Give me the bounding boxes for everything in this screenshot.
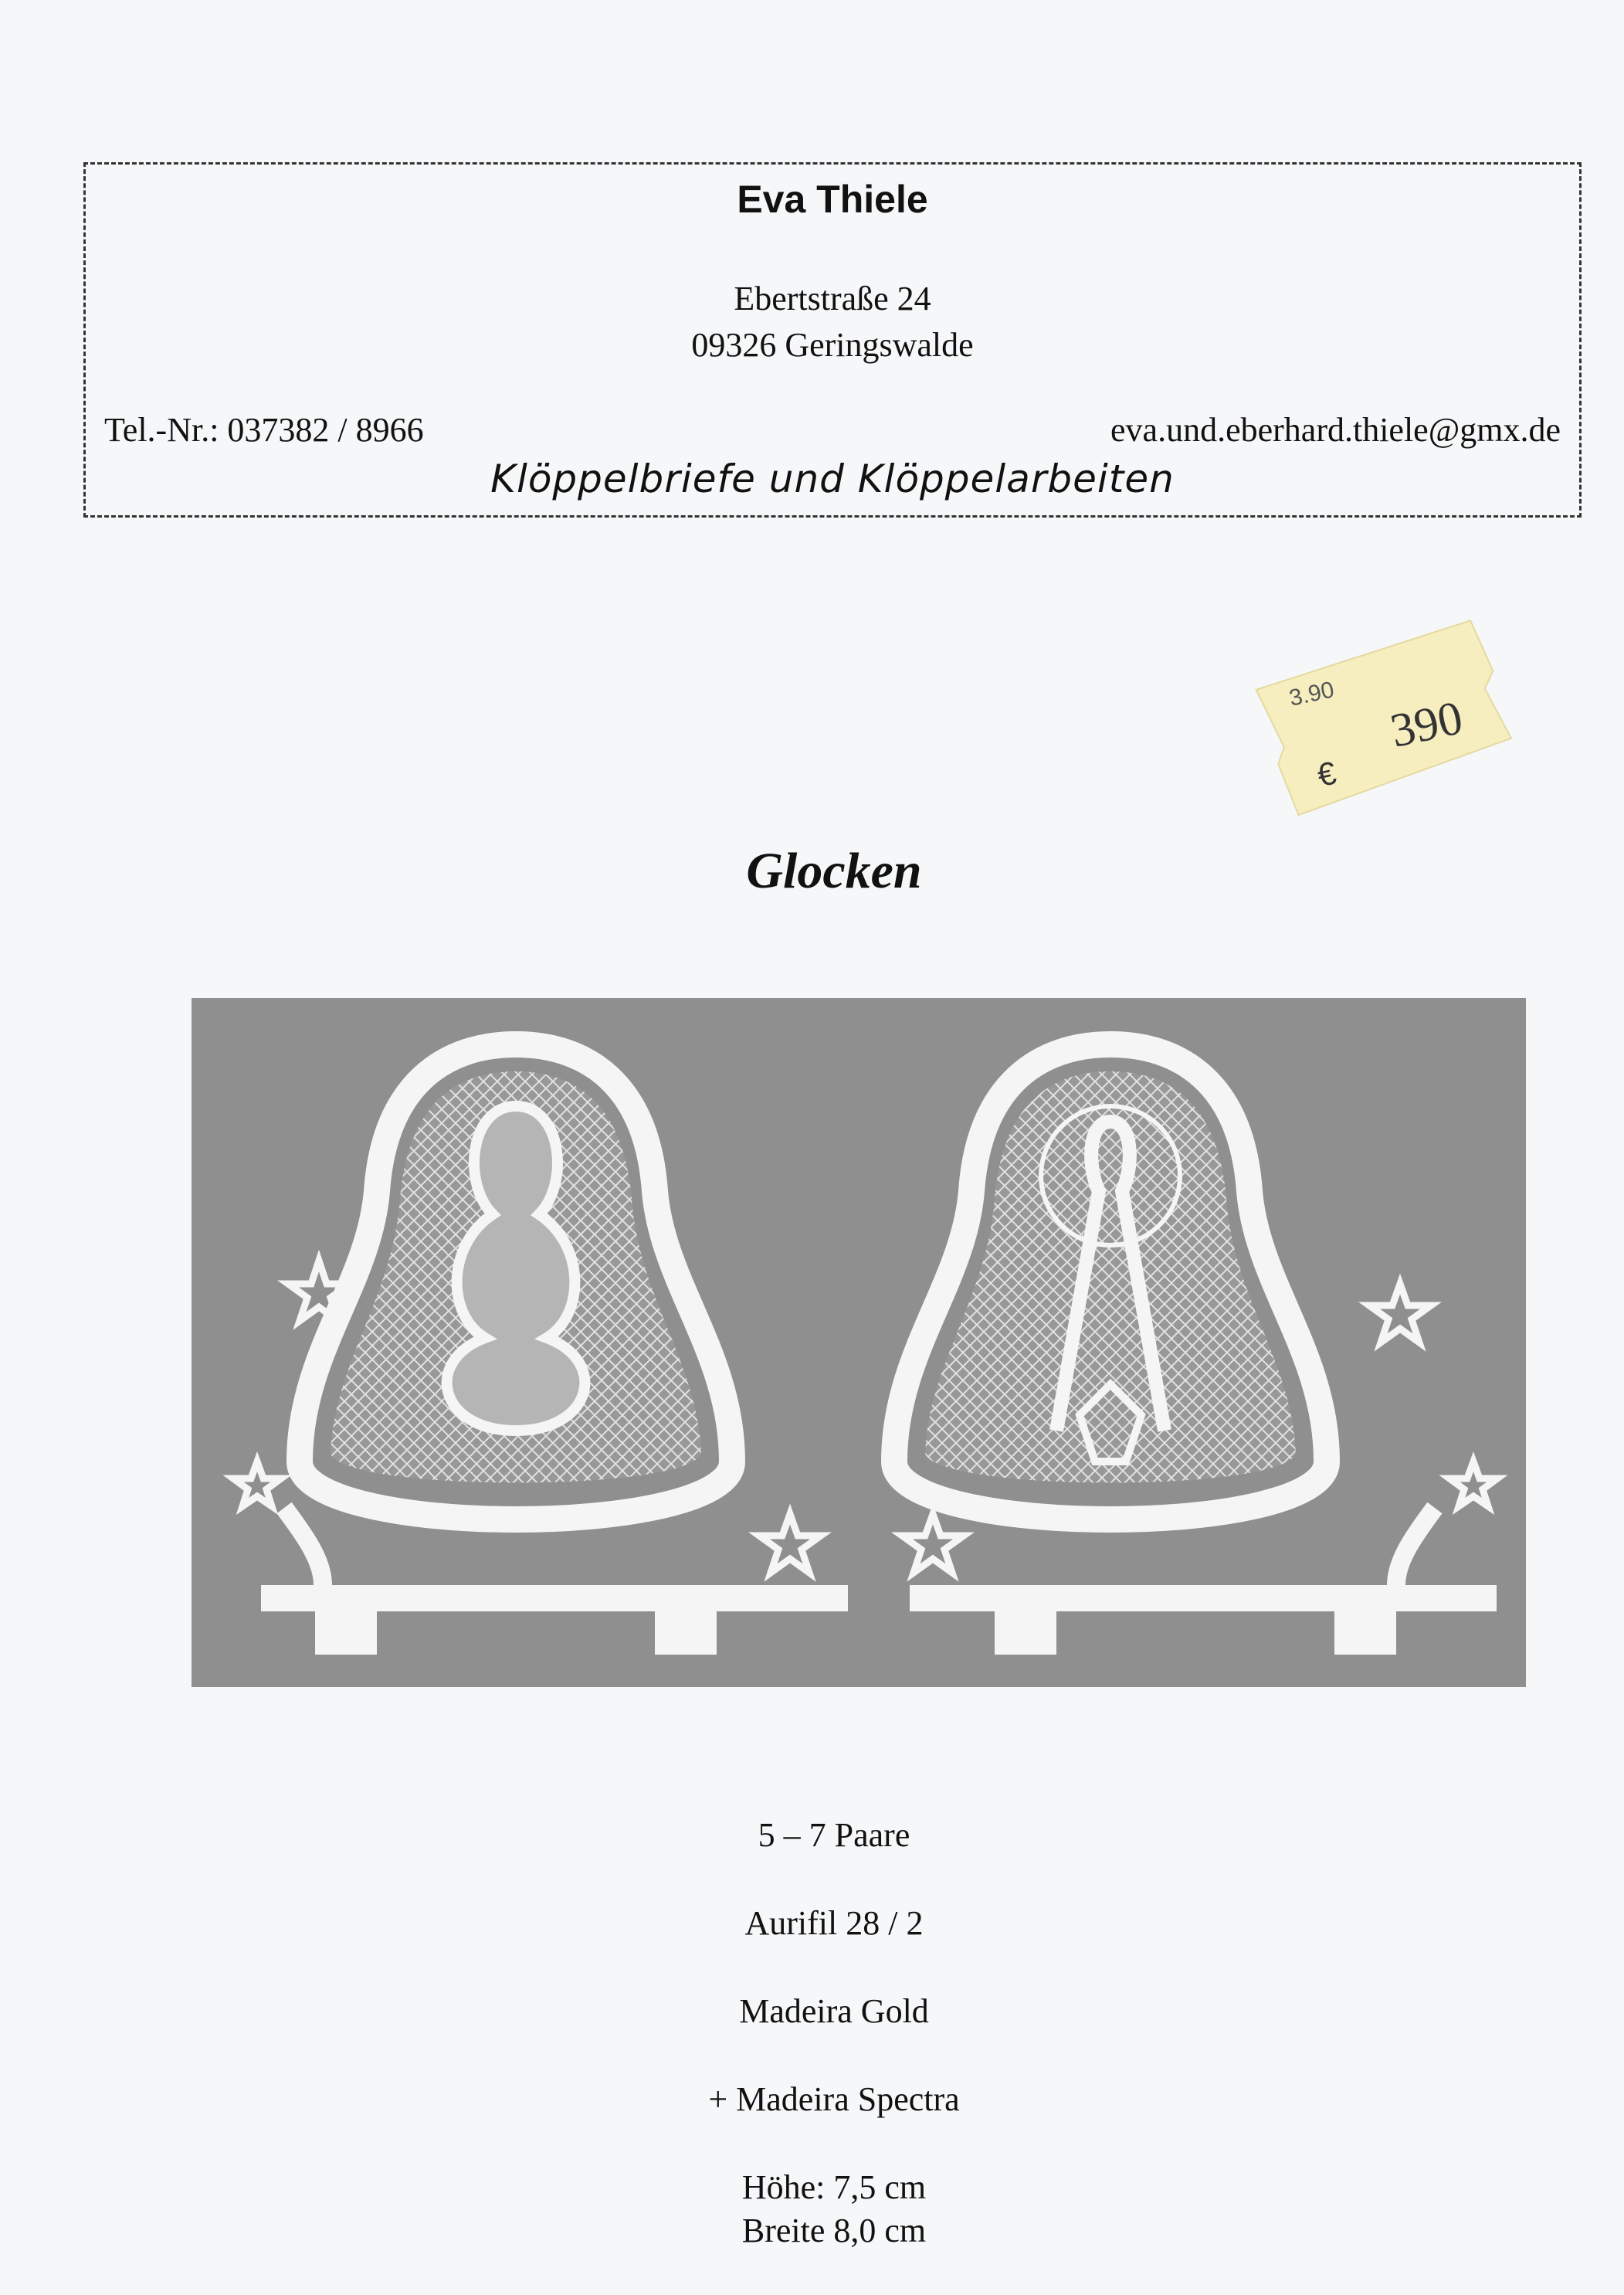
phone-number: Tel.-Nr.: 037382 / 8966	[104, 411, 424, 449]
thread-info: Aurifil 28 / 2	[744, 1904, 924, 1942]
spectra-thread-info: + Madeira Spectra	[708, 2080, 960, 2118]
sticker-top-fragment: 3.90	[1287, 677, 1337, 711]
pattern-details	[0, 1815, 1624, 2254]
product-photo	[192, 998, 1526, 1687]
tagline: Klöppelbriefe und Klöppelarbeiten	[490, 457, 1175, 501]
author-name: Eva Thiele	[737, 178, 928, 221]
pairs-info: 5 – 7 Paare	[758, 1816, 910, 1854]
sticker-currency: €	[1314, 754, 1340, 794]
width-info: Breite 8,0 cm	[741, 2212, 927, 2249]
address-street: Ebertstraße 24	[734, 280, 931, 317]
price-sticker	[1236, 610, 1529, 842]
page-title: Glocken	[746, 843, 922, 899]
sticker-price: 390	[1385, 691, 1467, 758]
email-address: eva.und.eberhard.thiele@gmx.de	[1110, 411, 1561, 449]
address-city: 09326 Geringswalde	[691, 326, 974, 364]
height-info: Höhe: 7,5 cm	[741, 2168, 927, 2206]
header-box	[83, 162, 1582, 518]
gold-thread-info: Madeira Gold	[739, 1992, 929, 2030]
